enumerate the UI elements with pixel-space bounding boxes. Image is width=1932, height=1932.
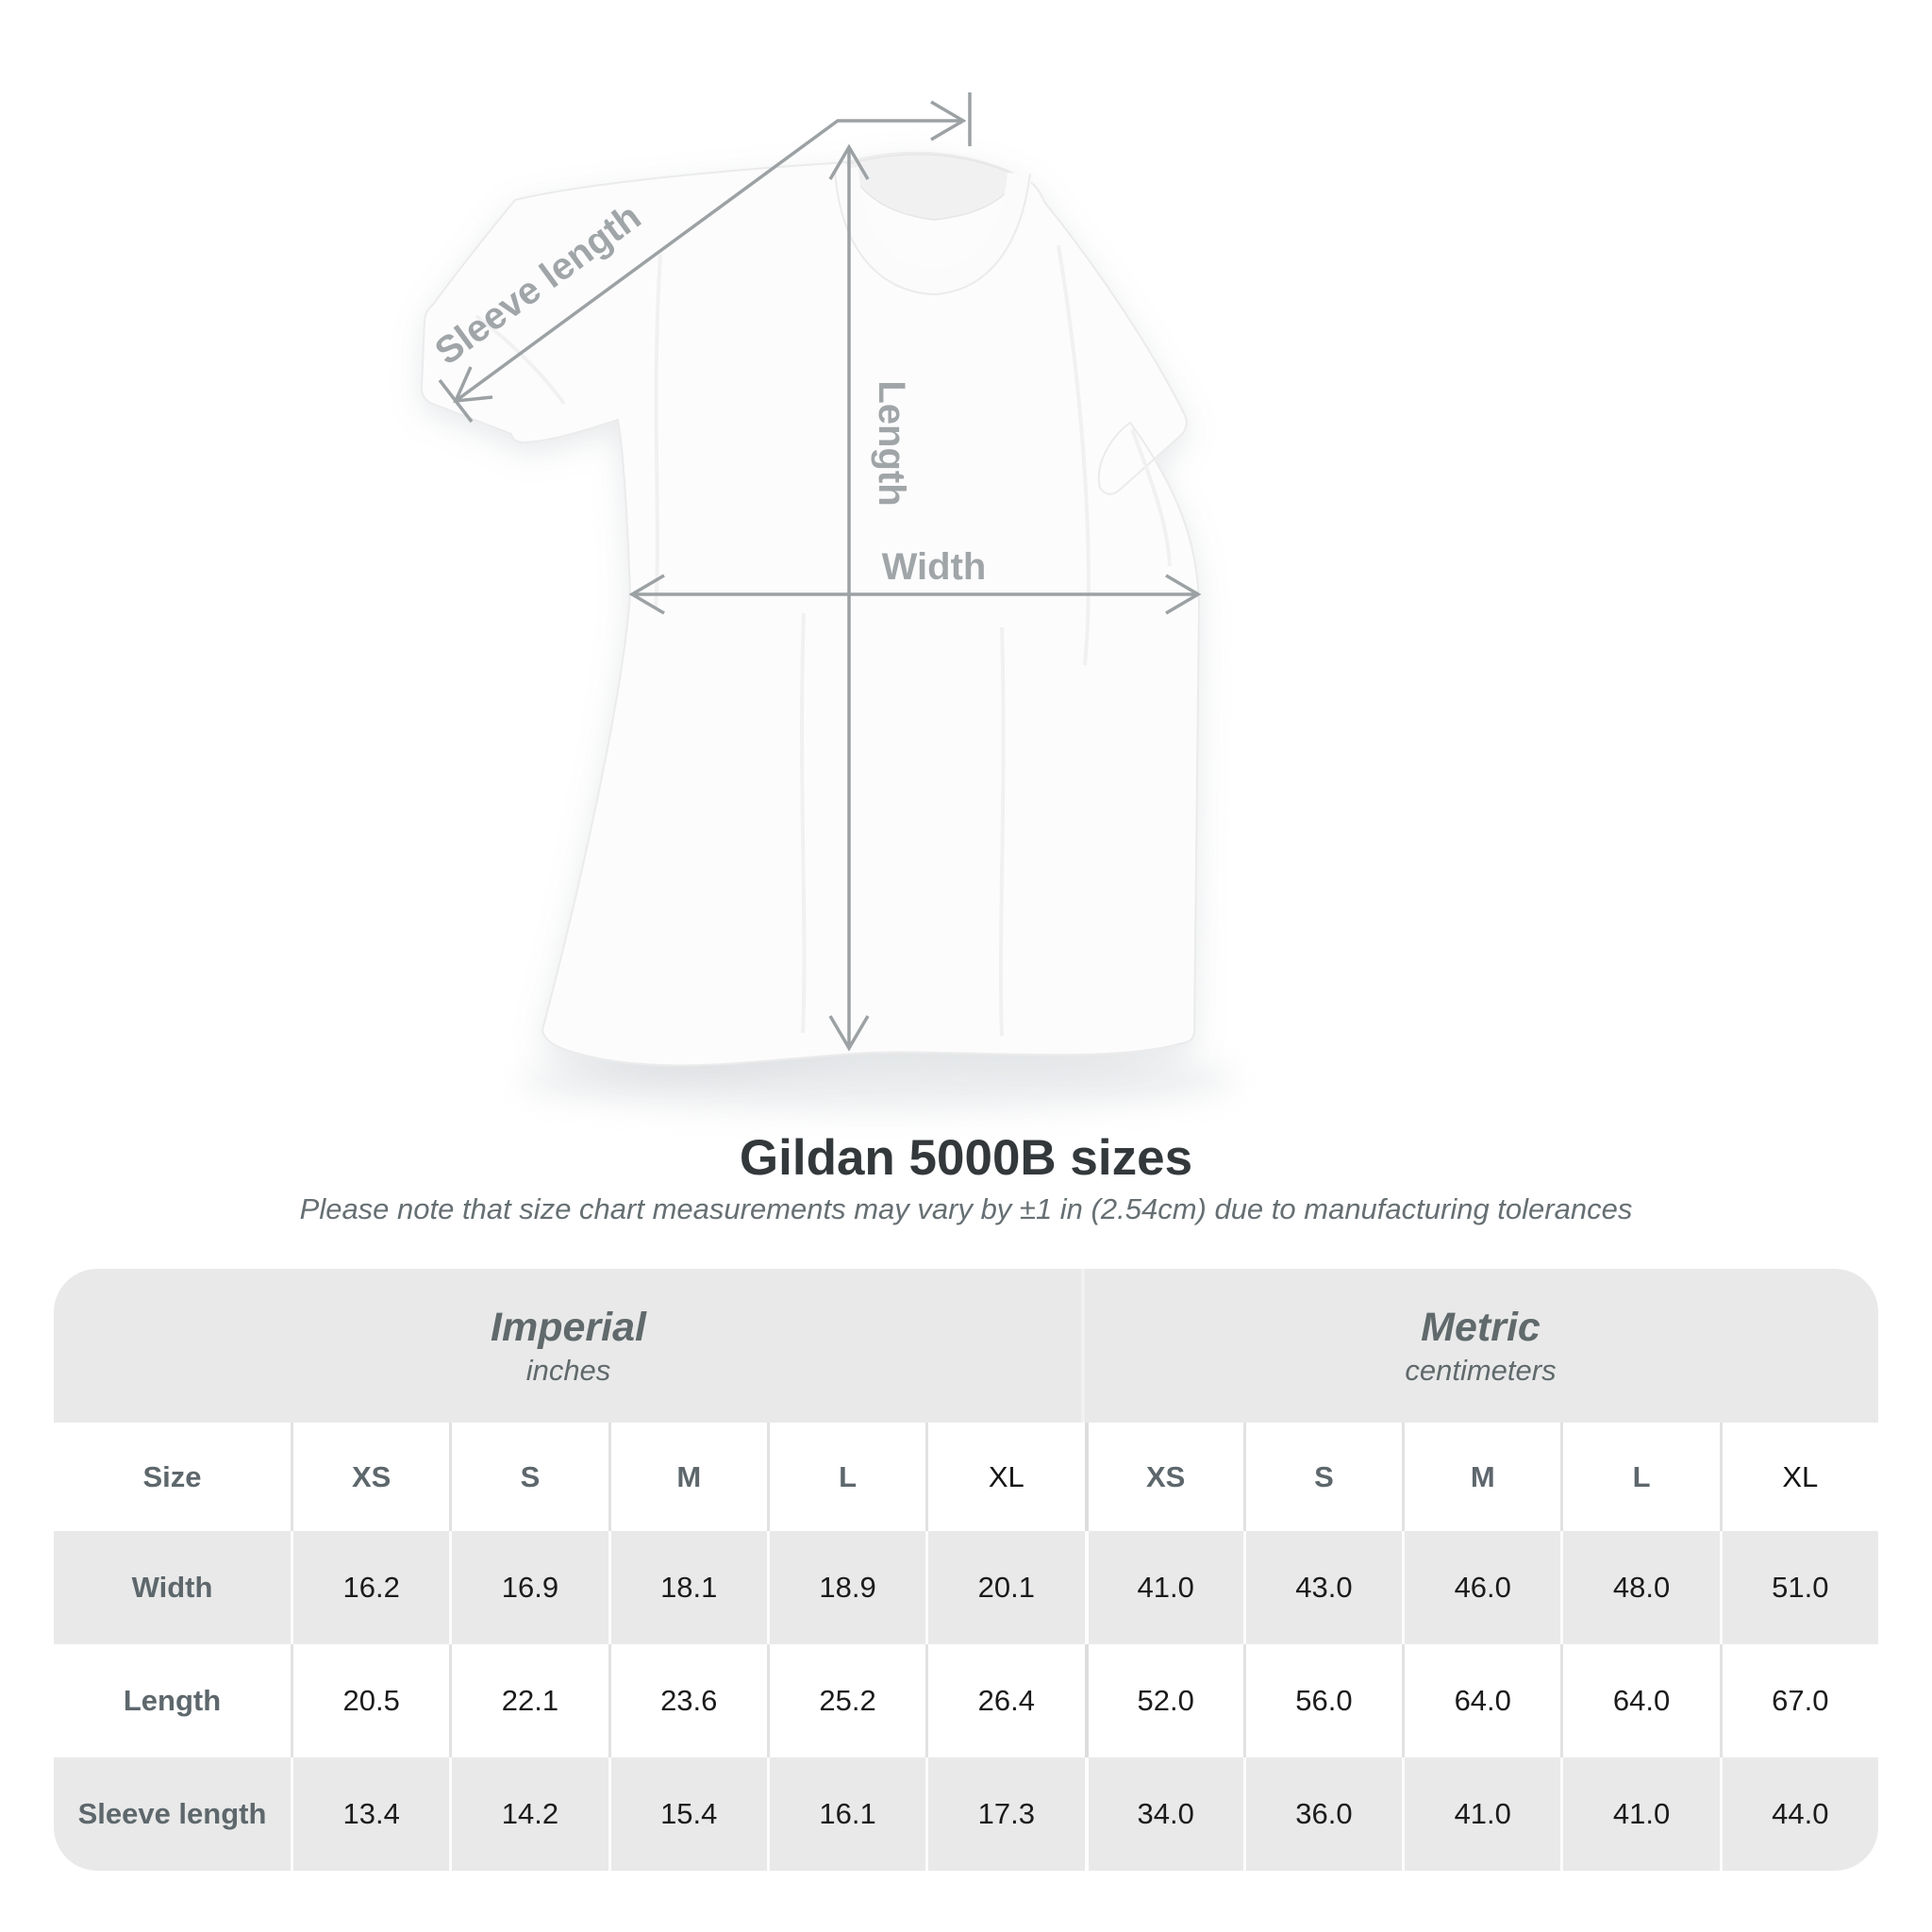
width-metric-xs: 41.0 [1085, 1531, 1243, 1644]
unit-group-band [54, 1269, 1878, 1423]
length-metric-s: 56.0 [1243, 1644, 1402, 1757]
width-metric-l: 48.0 [1560, 1531, 1719, 1644]
row-label-length: Length [123, 1684, 222, 1717]
table-row-width [54, 1531, 1878, 1644]
length-imperial-xs: 20.5 [291, 1644, 449, 1757]
sleeve-length-label: Sleeve length [427, 195, 649, 374]
width-imperial-l: 18.9 [767, 1531, 925, 1644]
table-row-length [54, 1644, 1878, 1757]
length-imperial-xl: 26.4 [925, 1644, 1084, 1757]
sleeve-imperial-xs: 13.4 [291, 1757, 449, 1871]
width-imperial-xs: 16.2 [291, 1531, 449, 1644]
header-imperial-m: M [608, 1423, 767, 1531]
row-label-width: Width [131, 1571, 213, 1604]
header-imperial-s: S [449, 1423, 608, 1531]
sleeve-metric-l: 41.0 [1560, 1757, 1719, 1871]
header-metric-l: L [1560, 1423, 1719, 1531]
width-imperial-s: 16.9 [449, 1531, 608, 1644]
row-label-sleeve-length: Sleeve length [77, 1797, 267, 1830]
header-metric-s: S [1243, 1423, 1402, 1531]
corner-header: Size [142, 1459, 202, 1493]
width-metric-xl: 51.0 [1720, 1531, 1878, 1644]
header-imperial-l: L [767, 1423, 925, 1531]
length-imperial-l: 25.2 [767, 1644, 925, 1757]
metric-label: Metric [1421, 1304, 1541, 1350]
width-metric-m: 46.0 [1402, 1531, 1560, 1644]
length-imperial-m: 23.6 [608, 1644, 767, 1757]
group-divider [1081, 1269, 1085, 1423]
header-metric-m: M [1402, 1423, 1560, 1531]
length-metric-m: 64.0 [1402, 1644, 1560, 1757]
tolerance-note: Please note that size chart measurements may vary by ±1 in (2.54cm) due to manufacturing tolerances [299, 1192, 1633, 1225]
width-label: Width [881, 546, 987, 588]
size-header-row [54, 1423, 1878, 1531]
header-imperial-xs: XS [291, 1423, 449, 1531]
sleeve-imperial-xl: 17.3 [925, 1757, 1084, 1871]
length-metric-xs: 52.0 [1085, 1644, 1243, 1757]
header-metric-xs: XS [1085, 1423, 1243, 1531]
sleeve-metric-s: 36.0 [1243, 1757, 1402, 1871]
sleeve-metric-xl: 44.0 [1720, 1757, 1878, 1871]
imperial-group-header [54, 1269, 1083, 1423]
header-imperial-xl: XL [925, 1423, 1084, 1531]
table-row-sleeve-length [54, 1757, 1878, 1871]
length-label: Length [871, 380, 912, 507]
sleeve-metric-m: 41.0 [1402, 1757, 1560, 1871]
metric-group-header [1083, 1269, 1878, 1423]
size-table [54, 1269, 1878, 1871]
imperial-label: Imperial [491, 1304, 646, 1350]
width-imperial-xl: 20.1 [925, 1531, 1084, 1644]
length-metric-xl: 67.0 [1720, 1644, 1878, 1757]
sleeve-metric-xs: 34.0 [1085, 1757, 1243, 1871]
sleeve-imperial-l: 16.1 [767, 1757, 925, 1871]
length-imperial-s: 22.1 [449, 1644, 608, 1757]
width-imperial-m: 18.1 [608, 1531, 767, 1644]
sleeve-imperial-s: 14.2 [449, 1757, 608, 1871]
metric-unit: centimeters [1405, 1353, 1557, 1387]
sleeve-imperial-m: 15.4 [608, 1757, 767, 1871]
header-metric-xl: XL [1720, 1423, 1878, 1531]
page-title: Gildan 5000B sizes [739, 1130, 1193, 1186]
length-metric-l: 64.0 [1560, 1644, 1719, 1757]
imperial-unit: inches [525, 1353, 611, 1387]
width-metric-s: 43.0 [1243, 1531, 1402, 1644]
